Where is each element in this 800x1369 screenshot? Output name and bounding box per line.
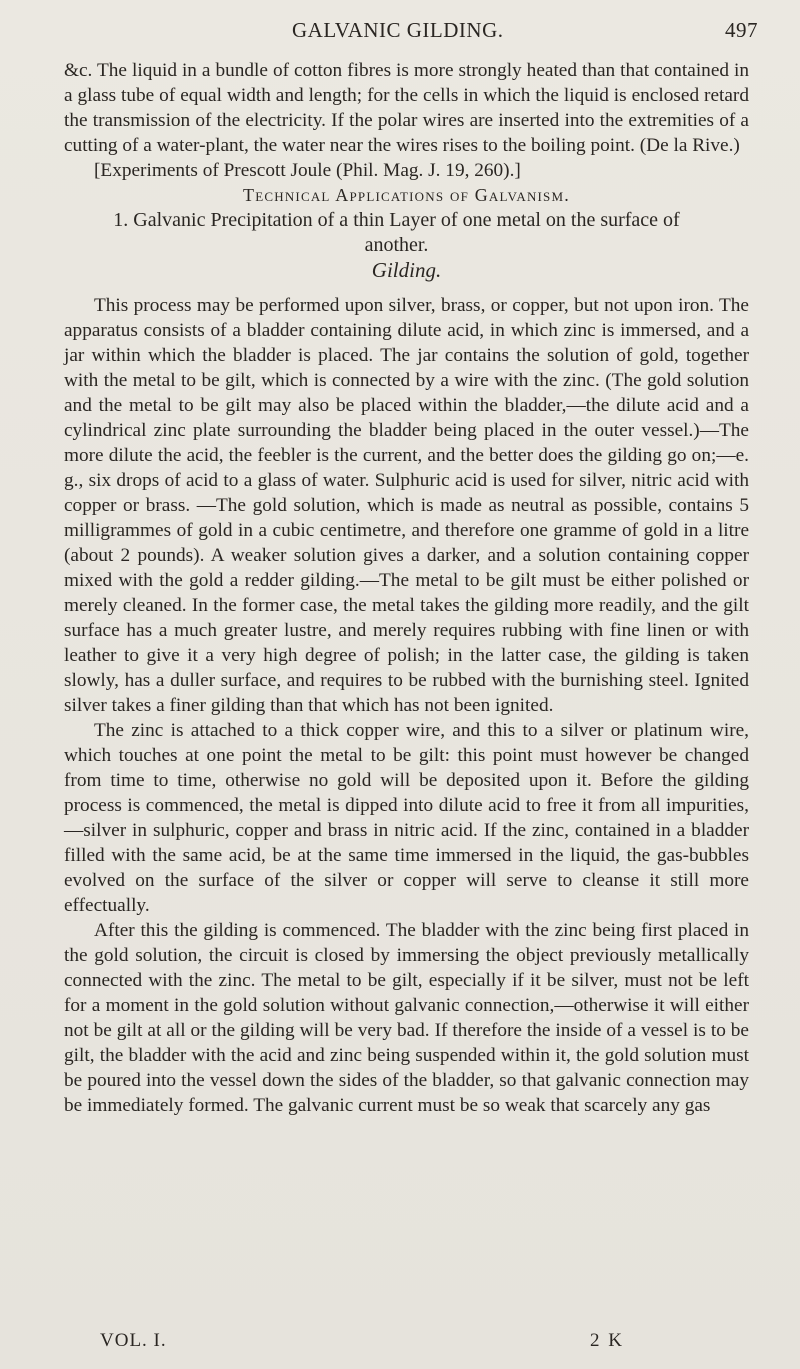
gilding-heading: Gilding.: [371, 258, 442, 282]
signature-mark: 2 K: [590, 1330, 624, 1351]
volume-label: VOL. I.: [100, 1330, 167, 1351]
running-title: GALVANIC GILDING.: [292, 18, 504, 42]
sub-heading: 1. Galvanic Precipitation of a thin Layer of one metal on the surface of another.: [113, 209, 680, 256]
gilding-paragraph-1: This process may be performed upon silver, brass, or copper, but not upon iron. The apparatus consists of a bladder containing dilute acid, in which zinc is immersed, and a jar within which the bladder is placed. The jar contains the solution of gold, together with the metal to be gilt, which is connected by a wire with the zinc. (The gold solution and the metal to be gilt may also be placed within the bladder,—the dilute acid and a cylindrical zinc plate surrounding the bladder being placed in the outer vessel.)—The more dilute the acid, the feebler is the current, and the better does the gilding go on;—e. g., six drops of acid to a glass of water. Sulphuric acid is used for silver, nitric acid with copper or brass. —The gold solution, which is made as neutral as possible, contains 5 milligrammes of gold in a cubic centimetre, and therefore one gramme of gold in a litre (about 2 pounds). A weaker solution gives a darker, and a solution containing copper mixed with the gold a redder gilding.—The metal to be gilt must be either polished or merely cleaned. In the former case, the metal takes the gilding more readily, and the gilt surface has a much greater lustre, and merely requires rubbing with fine linen or with leather to give it a very high degree of polish; in the latter case, the gilding is taken slowly, has a duller surface, and requires to be rubbed with the burnishing steel. Ignited silver takes a finer gilding than that which has not been ignited.: [64, 295, 749, 716]
running-head: [64, 14, 758, 54]
gilding-paragraph-3: After this the gilding is commenced. The bladder with the zinc being first placed in the gold solution, the circuit is closed by immersing the object previously metallically connected with the zinc. The metal to be gilt, especially if it be silver, must not be left for a moment in the gold solution without galvanic connection,—otherwise it will either not be gilt at all or the gilding will be very bad. If therefore the inside of a vessel is to be gilt, the bladder with the acid and zinc being suspended within it, the gold solution must be poured into the vessel down the sides of the bladder, so that galvanic connection may be immediately formed. The galvanic current must be so weak that scarcely any gas: [64, 920, 749, 1116]
reference-note: [Experiments of Prescott Joule (Phil. Mag. J. 19, 260).]: [94, 160, 521, 181]
gilding-paragraph-2: The zinc is attached to a thick copper wire, and this to a silver or platinum wire, which touches at one point the metal to be gilt: this point must however be changed from time to time, otherwise no gold will be deposited upon it. Before the gilding process is commenced, the metal is dipped into dilute acid to free it from all impurities,—silver in sulphuric, copper and brass in nitric acid. If the zinc, contained in a bladder filled with the same acid, be at the same time immersed in the liquid, the gas-bubbles evolved on the surface of the silver or copper will serve to cleanse it still more effectually.: [64, 720, 749, 916]
opening-paragraph: &c. The liquid in a bundle of cotton fibres is more strongly heated than that contained in a glass tube of equal width and length; for the cells in which the liquid is enclosed retard the transmission of the electricity. If the polar wires are inserted into the extremities of a cutting of a water-plant, the water near the wires rises to the boiling point. (De la Rive.): [64, 60, 749, 156]
section-heading: Technical Applications of Galvanism.: [243, 185, 570, 205]
page-number: 497: [725, 18, 758, 42]
page-footer: [100, 1330, 700, 1360]
page-body: [64, 58, 749, 1118]
